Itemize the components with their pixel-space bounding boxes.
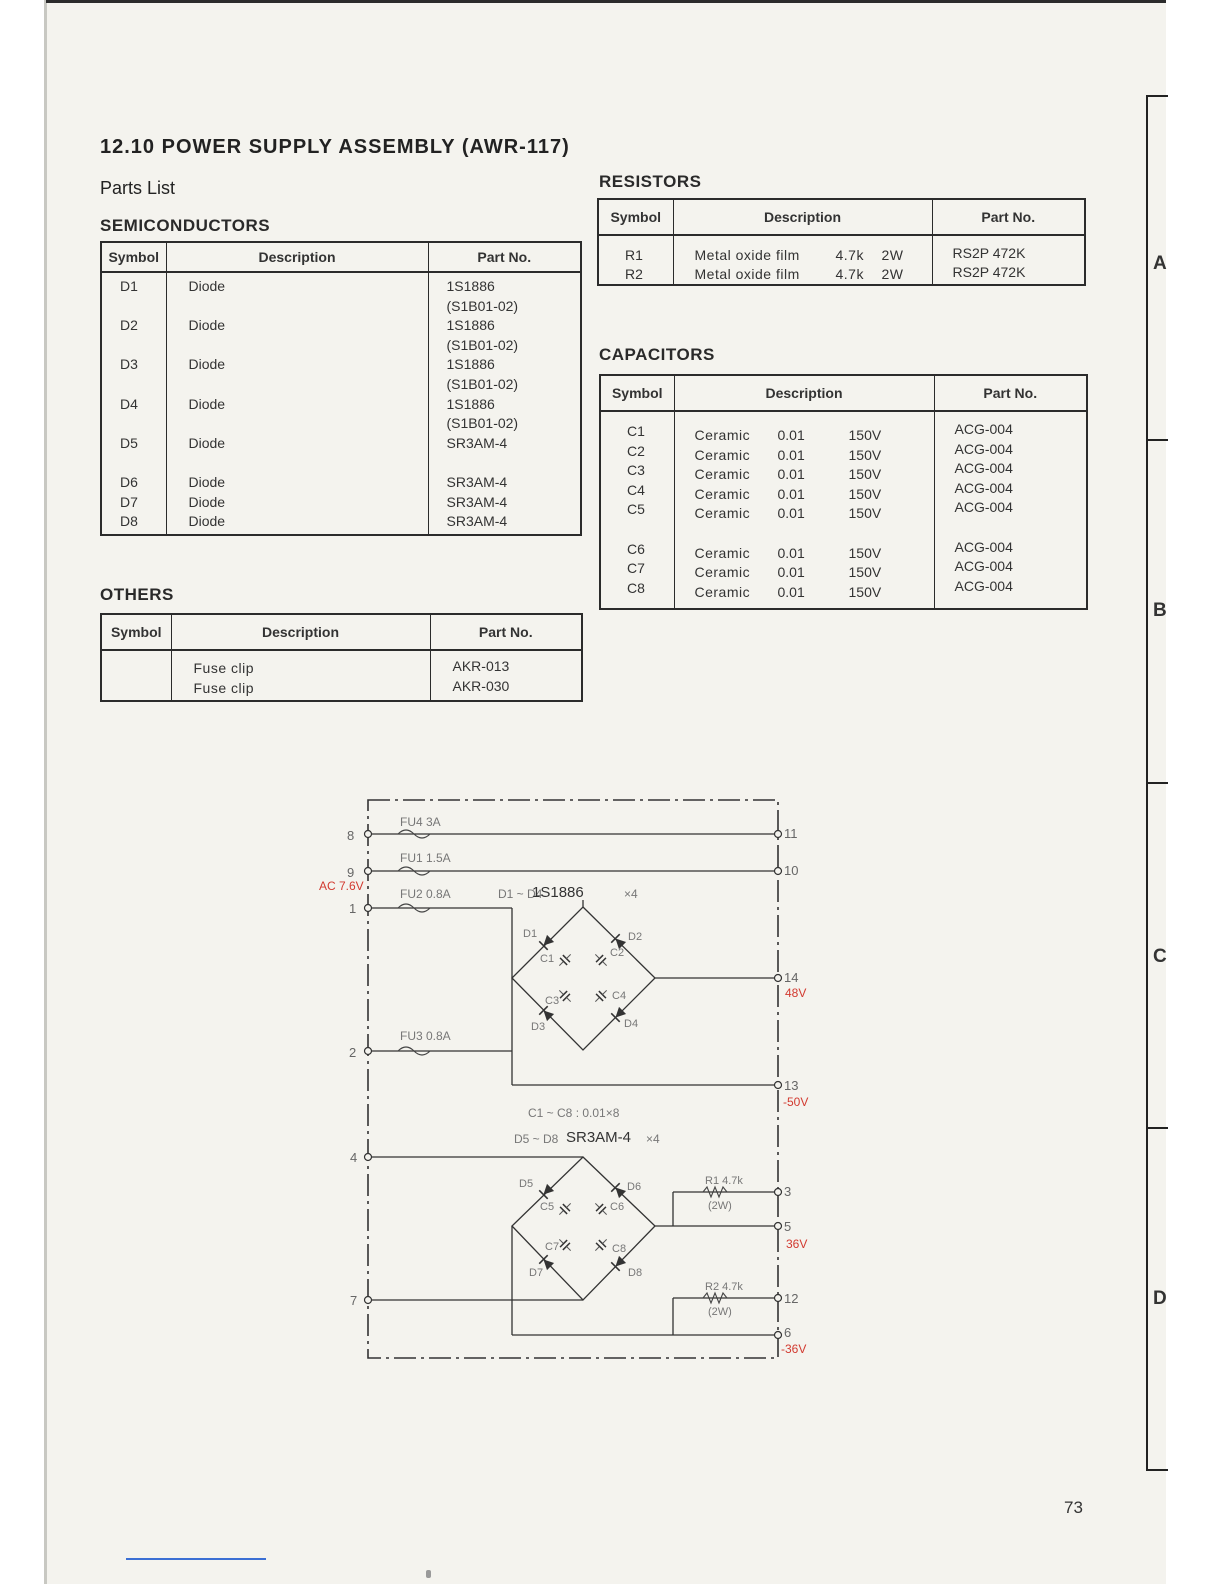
resistor-rating: 2W (881, 266, 904, 282)
column-header-description: Description (673, 199, 932, 235)
tab-letter-a: A (1153, 253, 1167, 274)
table-row (101, 650, 582, 701)
bridge1-qty-label: ×4 (624, 887, 638, 901)
fuse-fu1-label: FU1 1.5A (400, 851, 451, 865)
voltage-48v-annotation: 48V (785, 986, 807, 1000)
capacitor-symbols: C1 C2 C3 C4 C5 C6 C7 C8 (627, 423, 645, 596)
terminal-14-label: 14 (784, 970, 799, 985)
diode-d1-label: D1 (523, 928, 538, 940)
others-part-numbers: AKR-013 AKR-030 (452, 658, 510, 694)
terminal-10-label: 10 (784, 863, 799, 878)
resistor-r2-rating: (2W) (708, 1306, 732, 1318)
resistor-part-no: RS2P 472K (952, 245, 1026, 261)
others-heading: OTHERS (100, 585, 174, 604)
terminal-6-label: 6 (784, 1325, 792, 1340)
diode-d4-label: D4 (624, 1018, 639, 1030)
voltage-36v-annotation: 36V (786, 1237, 808, 1251)
resistor-value: 4.7k (835, 247, 864, 263)
voltage-neg50v-annotation: -50V (783, 1095, 809, 1109)
terminal-4-label: 4 (350, 1150, 358, 1165)
capacitor-c2-label: C2 (610, 947, 625, 959)
column-header-symbol: Symbol (598, 199, 673, 235)
column-header-description: Description (171, 614, 430, 650)
tab-letter-c: C (1153, 946, 1167, 967)
resistor-r1-label: R1 4.7k (705, 1175, 743, 1187)
semiconductors-heading: SEMICONDUCTORS (100, 216, 271, 235)
semiconductors-table (100, 241, 582, 536)
paper-speck (426, 1570, 431, 1578)
capacitor-c8-symbol (592, 1236, 610, 1254)
diode-d2-label: D2 (628, 931, 643, 943)
diode-d8-label: D8 (628, 1267, 643, 1279)
capacitor-c1-symbol (556, 951, 574, 969)
terminal-1-label: 1 (349, 901, 357, 916)
capacitor-c4-label: C4 (612, 990, 627, 1002)
power-supply-schematic (300, 790, 860, 1380)
capacitor-c8-label: C8 (612, 1243, 627, 1255)
resistor-r1-rating: (2W) (708, 1200, 732, 1212)
capacitor-c3-label: C3 (545, 995, 560, 1007)
table-row (600, 411, 1087, 609)
bridge2-part-label: SR3AM-4 (566, 1129, 632, 1146)
ac-voltage-annotation: AC 7.6V (319, 879, 364, 893)
column-header-part-no: Part No. (430, 614, 582, 650)
resistors-heading: RESISTORS (599, 172, 702, 191)
terminal-12-label: 12 (784, 1291, 799, 1306)
column-header-symbol: Symbol (101, 614, 171, 650)
resistor-symbol: R1 (625, 247, 643, 263)
table-header-row (598, 199, 1085, 235)
bridge1-range-label: D1 ~ D4 (498, 887, 543, 901)
capacitor-c5-symbol (556, 1200, 574, 1218)
capacitor-c2-symbol (592, 951, 610, 969)
tab-letter-d: D (1153, 1288, 1167, 1309)
capacitor-c6-symbol (592, 1200, 610, 1218)
resistor-part-no: RS2P 472K (952, 264, 1026, 280)
semiconductor-part-numbers: 1S1886 (S1B01-02) 1S1886 (S1B01-02) 1S1886 (S1B01-02) 1S1886 (S1B01-02) SR3AM-4 SR3AM-4 SR3AM-4 SR3AM-4 (446, 278, 519, 530)
capacitor-note: C1 ~ C8 : 0.01×8 (528, 1106, 620, 1120)
capacitor-c4-symbol (592, 987, 610, 1005)
bridge2-range-label: D5 ~ D8 (514, 1132, 559, 1146)
resistor-symbol: R2 (625, 266, 643, 282)
terminal-3-label: 3 (784, 1184, 792, 1199)
capacitor-voltages: 150V 150V 150V 150V 150V 150V 150V 150V (848, 427, 882, 600)
page-right-margin (1166, 0, 1224, 1584)
capacitor-c6-label: C6 (610, 1201, 625, 1213)
resistor-r2-label: R2 4.7k (705, 1281, 743, 1293)
binding-edge (44, 0, 47, 1584)
capacitor-c7-label: C7 (545, 1241, 560, 1253)
diode-d5-label: D5 (519, 1178, 534, 1190)
bridge2-qty-label: ×4 (646, 1132, 660, 1146)
column-header-symbol: Symbol (101, 242, 166, 272)
terminal-8-label: 8 (347, 828, 355, 843)
bridge1-part-label: 1S1886 (532, 884, 584, 901)
footer-link-underline (126, 1558, 266, 1560)
column-header-part-no: Part No. (932, 199, 1085, 235)
diode-d7-label: D7 (529, 1267, 544, 1279)
capacitor-c1-label: C1 (540, 953, 555, 965)
capacitor-types: Ceramic Ceramic Ceramic Ceramic Ceramic Ceramic Ceramic Ceramic (694, 427, 751, 600)
binding-margin (0, 0, 46, 1584)
column-header-symbol: Symbol (600, 375, 674, 411)
table-header-row (600, 375, 1087, 411)
others-table (100, 613, 583, 702)
terminal-9-label: 9 (347, 865, 355, 880)
diode-d1-symbol (539, 934, 555, 950)
column-header-part-no: Part No. (934, 375, 1087, 411)
fuse-fu4-label: FU4 3A (400, 815, 441, 829)
resistor-type: Metal oxide film (694, 247, 800, 263)
others-descriptions: Fuse clip Fuse clip (193, 660, 255, 696)
voltage-neg36v-annotation: -36V (781, 1342, 807, 1356)
resistor-rating: 2W (881, 247, 904, 263)
capacitor-part-numbers: ACG-004 ACG-004 ACG-004 ACG-004 ACG-004 ACG-004 ACG-004 ACG-004 (954, 421, 1013, 594)
capacitors-table (599, 374, 1088, 610)
capacitor-values: 0.01 0.01 0.01 0.01 0.01 0.01 0.01 0.01 (777, 427, 805, 600)
table-header-row (101, 614, 582, 650)
terminal-13-label: 13 (784, 1078, 799, 1093)
fuse-fu2-label: FU2 0.8A (400, 887, 451, 901)
resistors-table (597, 198, 1086, 286)
semiconductor-descriptions: Diode Diode Diode Diode Diode Diode Diode Diode (188, 278, 226, 530)
diode-d6-label: D6 (627, 1181, 642, 1193)
resistor-value: 4.7k (835, 266, 864, 282)
terminal-11-label: 11 (784, 826, 798, 841)
column-header-part-no: Part No. (428, 242, 581, 272)
capacitors-heading: CAPACITORS (599, 345, 715, 364)
tab-letter-b: B (1153, 600, 1167, 621)
semiconductor-symbols: D1 D2 D3 D4 D5 D6 D7 D8 (120, 278, 138, 530)
top-border (46, 0, 1166, 3)
column-header-description: Description (166, 242, 428, 272)
table-row (101, 272, 581, 535)
page-number: 73 (1064, 1498, 1083, 1517)
page-title: 12.10 POWER SUPPLY ASSEMBLY (AWR-117) (100, 136, 570, 158)
table-header-row (101, 242, 581, 272)
terminal-5-label: 5 (784, 1219, 792, 1234)
terminal-7-label: 7 (350, 1293, 358, 1308)
table-row (598, 235, 1085, 285)
parts-list-subtitle: Parts List (100, 178, 176, 198)
capacitor-c5-label: C5 (540, 1201, 555, 1213)
column-header-description: Description (674, 375, 934, 411)
fuse-fu3-label: FU3 0.8A (400, 1029, 451, 1043)
diode-d3-label: D3 (531, 1021, 546, 1033)
resistor-type: Metal oxide film (694, 266, 800, 282)
terminal-2-label: 2 (349, 1045, 357, 1060)
